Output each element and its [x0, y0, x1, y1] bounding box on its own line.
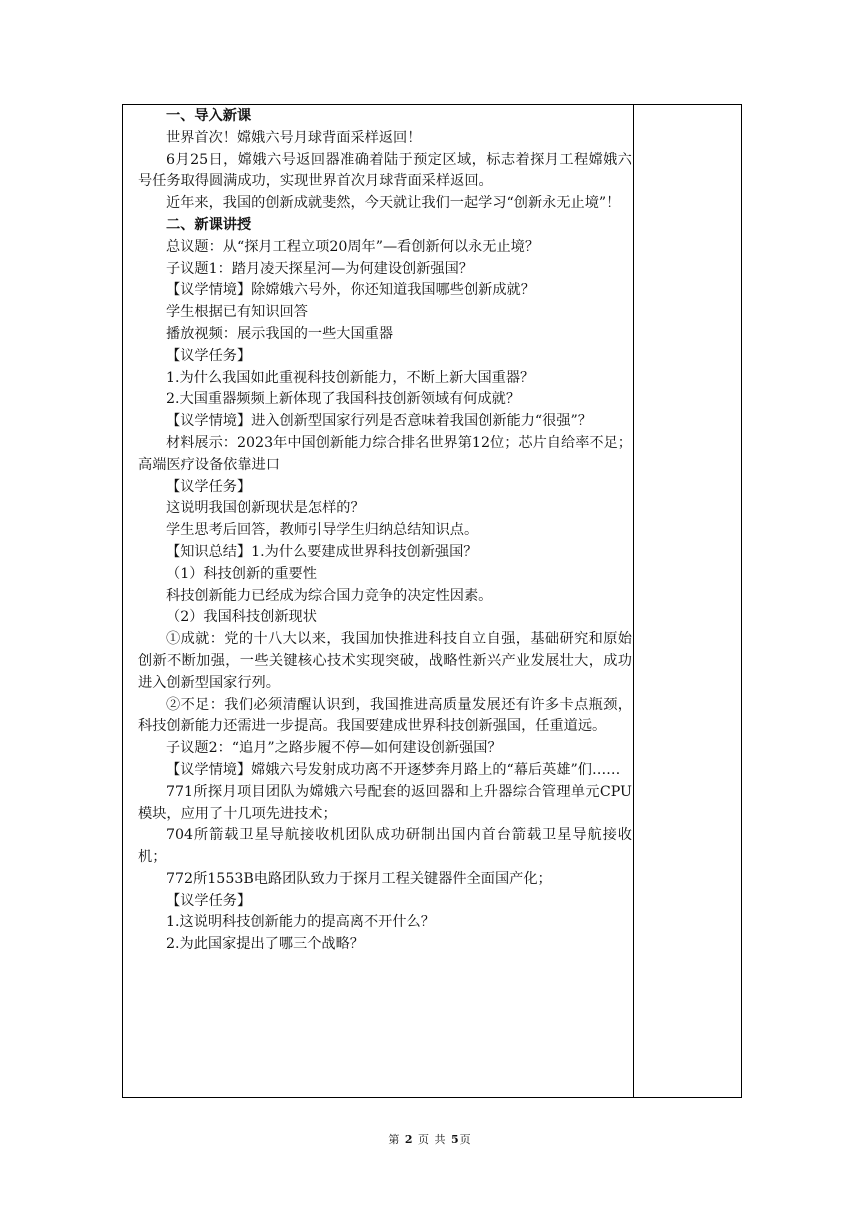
paragraph: 【议学情境】进入创新型国家行列是否意味着我国创新能力“很强”？: [166, 413, 592, 430]
section-heading-teaching: 二、新课讲授: [166, 216, 252, 233]
paragraph: 1.为什么我国如此重视科技创新能力，不断上新大国重器？: [166, 369, 535, 386]
paragraph: （1）科技创新的重要性: [166, 565, 317, 582]
paragraph: 【知识总结】1.为什么要建成世界科技创新强国？: [166, 543, 478, 560]
paragraph: 子议题1：踏月凌天探星河—为何建设创新强国？: [166, 260, 473, 277]
paragraph: 772所1553B电路团队致力于探月工程关键器件全面国产化；: [166, 870, 552, 887]
footer-suffix: 页: [459, 1133, 472, 1146]
paragraph: 【议学情境】除嫦娥六号外，你还知道我国哪些创新成就？: [166, 282, 535, 299]
paragraph: 【议学任务】: [166, 478, 252, 495]
paragraph: 【议学任务】: [166, 892, 252, 909]
paragraph: 【议学任务】: [166, 347, 252, 364]
table-column-divider: [633, 104, 634, 1098]
paragraph: ①成就：党的十八大以来，我国加快推进科技自立自强，基础研究和原始创新不断加强，一些关键核心技术实现突破，战略性新兴产业发展壮大，成功进入创新型国家行列。: [138, 631, 632, 691]
page-footer: [0, 1131, 860, 1147]
paragraph: 771所探月项目团队为嫦娥六号配套的返回器和上升器综合管理单元CPU模块，应用了十几项先进技术；: [138, 783, 632, 822]
paragraph: 世界首次！嫦娥六号月球背面采样返回！: [166, 129, 422, 146]
paragraph: 总议题：从“探月工程立项20周年”—看创新何以永无止境？: [166, 238, 540, 255]
paragraph: 2.大国重器频频上新体现了我国科技创新领域有何成就？: [166, 391, 521, 408]
paragraph: 6月25日，嫦娥六号返回器准确着陆于预定区域，标志着探月工程嫦娥六号任务取得圆满成功，实现世界首次月球背面采样返回。: [138, 151, 632, 190]
paragraph: 2.为此国家提出了哪三个战略？: [166, 936, 364, 953]
paragraph: 播放视频：展示我国的一些大国重器: [166, 325, 394, 342]
paragraph: ②不足：我们必须清醒认识到，我国推进高质量发展还有许多卡点瓶颈，科技创新能力还需进一步提高。我国要建成世界科技创新强国，任重道远。: [138, 696, 632, 735]
paragraph: 这说明我国创新现状是怎样的？: [166, 500, 365, 517]
paragraph: 材料展示：2023年中国创新能力综合排名世界第12位；芯片自给率不足；高端医疗设备依靠进口: [138, 434, 632, 473]
paragraph: 704所箭载卫星导航接收机团队成功研制出国内首台箭载卫星导航接收机；: [138, 827, 632, 866]
paragraph: 学生根据已有知识回答: [166, 304, 308, 321]
paragraph: （2）我国科技创新现状: [166, 609, 317, 626]
paragraph: 学生思考后回答，教师引导学生归纳总结知识点。: [166, 522, 479, 539]
section-heading-intro: 一、导入新课: [166, 108, 252, 124]
footer-prefix: 第: [388, 1133, 401, 1146]
footer-page-number: 2: [404, 1133, 414, 1146]
footer-middle: 页 共: [418, 1133, 447, 1146]
paragraph: 科技创新能力已经成为综合国力竞争的决定性因素。: [166, 587, 493, 604]
paragraph: 1.这说明科技创新能力的提高离不开什么？: [166, 914, 435, 931]
paragraph: 【议学情境】嫦娥六号发射成功离不开逐梦奔月路上的“幕后英雄”们……: [166, 761, 621, 778]
lesson-content: [138, 106, 632, 956]
paragraph: 子议题2：“追月”之路步履不停—如何建设创新强国？: [166, 740, 502, 757]
paragraph: 近年来，我国的创新成就斐然，今天就让我们一起学习“创新永无止境”！: [166, 195, 621, 212]
footer-total-pages: 5: [451, 1133, 460, 1146]
